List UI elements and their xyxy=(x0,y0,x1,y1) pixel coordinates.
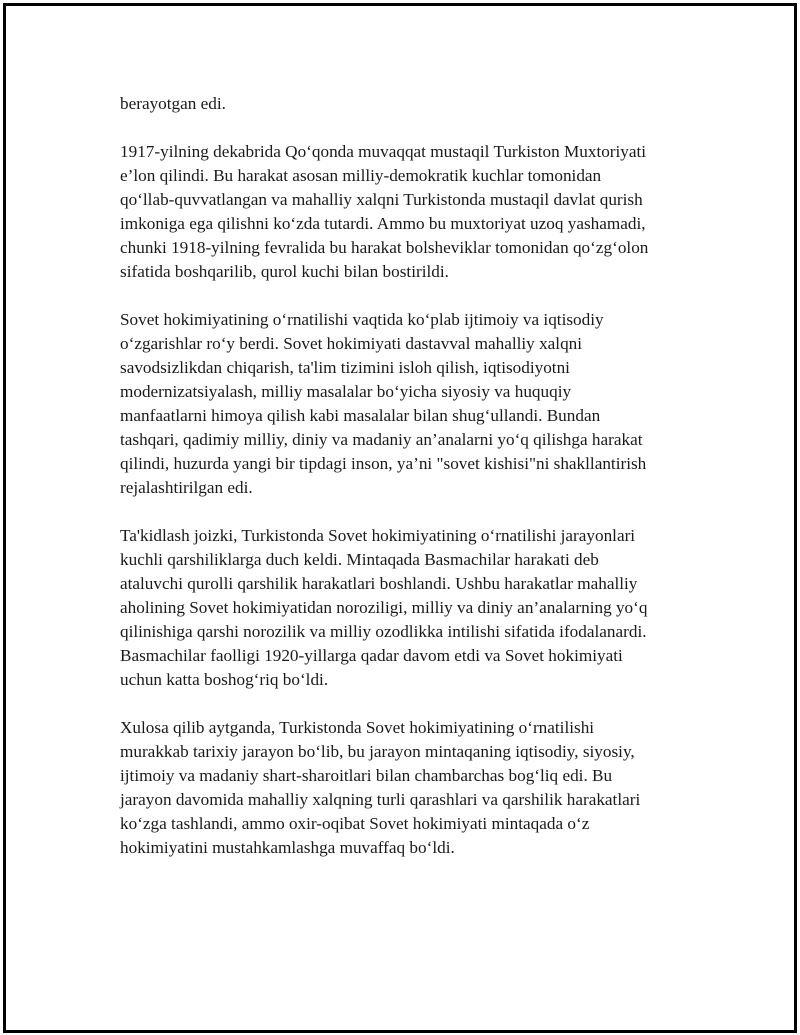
paragraph-conclusion: Xulosa qilib aytganda, Turkistonda Sovet hokimiyatining o‘rnatilishi murakkab tarixiy jarayon bo‘lib, bu jarayon mintaqaning iqtisodiy, siyosiy, ijtimoiy va madaniy shart-sharoitlari bilan chambarchas bog‘liq edi. Bu jarayon davomida mahalliy xalqning turli qarashlari va qarshilik harakatlari ko‘zga tashlandi, ammo oxir-oqibat Sovet hokimiyati mintaqada o‘z hokimiyatini mustahkamlashga muvaffaq bo‘ldi. xyxy=(120,718,641,857)
paragraph-turkistan-autonomy: 1917-yilning dekabrida Qo‘qonda muvaqqat mustaqil Turkiston Muxtoriyati e’lon qilindi. Bu harakat asosan milliy-demokratik kuchlar tomonidan qo‘llab-quvvatlangan va mahalliy xalqni Turkistonda mustaqil davlat qurish imkoniga ega qilishni ko‘zda tutardi. Ammo bu muxtoriyat uzoq yashamadi, chunki 1918-yilning fevralida bu harakat bolsheviklar tomonidan qo‘zg‘olon sifatida boshqarilib, qurol kuchi bilan bostirildi. xyxy=(120,142,649,281)
paragraph-basmachi-resistance: Ta'kidlash joizki, Turkistonda Sovet hokimiyatining o‘rnatilishi jarayonlari kuchli qarshiliklarga duch keldi. Mintaqada Basmachilar harakati deb ataluvchi qurolli qarshilik harakatlari boshlandi. Ushbu harakatlar mahalliy aholining Sovet hokimiyatidan noroziligi, milliy va diniy an’analarning yo‘q qilinishiga qarshi norozilik va milliy ozodlikka intilishi sifatida ifodalanardi. Basmachilar faolligi 1920-yillarga qadar davom etdi va Sovet hokimiyati uchun katta boshog‘riq bo‘ldi. xyxy=(120,526,648,689)
paragraph-continuation: berayotgan edi. xyxy=(120,94,226,113)
paragraph-soviet-reforms: Sovet hokimiyatining o‘rnatilishi vaqtida ko‘plab ijtimoiy va iqtisodiy o‘zgarishlar ro‘y berdi. Sovet hokimiyati dastavval mahalliy xalqni savodsizlikdan chiqarish, ta'lim tizimini isloh qilish, iqtisodiyotni modernizatsiyalash, milliy masalalar bo‘yicha siyosiy va huquqiy manfaatlarni himoya qilish kabi masalalar bilan shug‘ullandi. Bundan tashqari, qadimiy milliy, diniy va madaniy an’analarni yo‘q qilishga harakat qilindi, huzurda yangi bir tipdagi inson, ya’ni "sovet kishisi"ni shakllantirish rejalashtirilgan edi. xyxy=(120,310,647,497)
page-body xyxy=(120,92,706,884)
page-frame xyxy=(3,3,797,1033)
